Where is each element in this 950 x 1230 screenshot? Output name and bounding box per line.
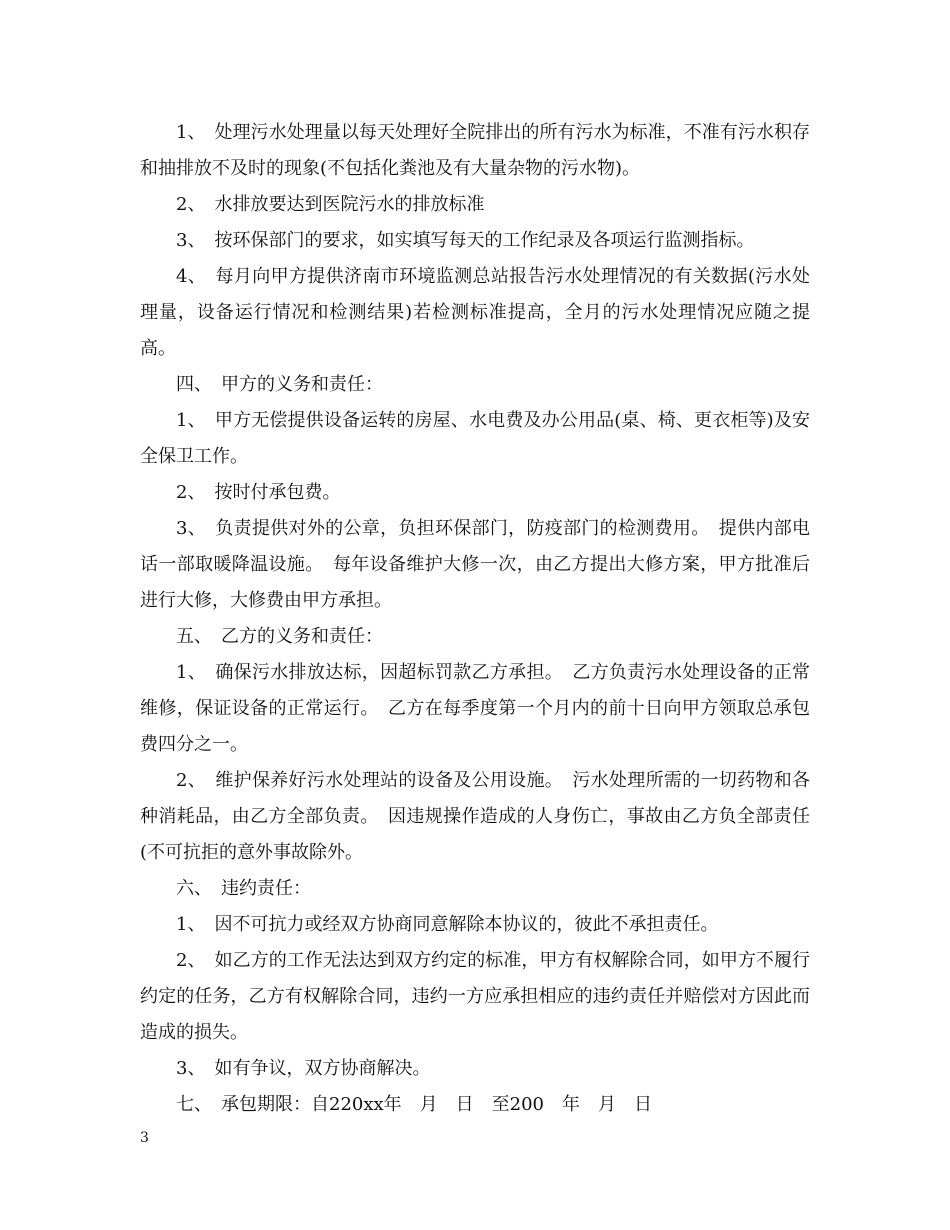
section-heading-6: 六、 违约责任：: [176, 878, 311, 899]
paragraph-11: 2、 如乙方的工作无法达到双方约定的标准，甲方有权解除合同，如甲方不履行约定的任务，乙方有权解除合同，违约一方应承担相应的违约责任并赔偿对方因此而造成的损失。: [140, 950, 810, 1043]
paragraph-9: 2、 维护保养好污水处理站的设备及公用设施。 污水处理所需的一切药物和各种消耗品，由乙方全部负责。 因违规操作造成的人身伤亡，事故由乙方负全部责任(不可抗拒的意外事故除外。: [140, 770, 810, 863]
paragraph-7: 3、 负责提供对外的公章，负担环保部门，防疫部门的检测费用。 提供内部电话一部取暖降温设施。 每年设备维护大修一次，由乙方提出大修方案，甲方批准后进行大修，大修费由甲方承担。: [140, 518, 810, 611]
section-heading-7: 七、 承包期限：自220xx年 月 日 至200 年 月 日: [176, 1094, 653, 1115]
page-number: 3: [140, 1130, 149, 1146]
paragraph-1: 1、 处理污水处理量以每天处理好全院排出的所有污水为标准，不准有污水积存和抽排放不及时的现象(不包括化粪池及有大量杂物的污水物)。: [140, 122, 810, 179]
paragraph-12: 3、 如有争议，双方协商解决。: [176, 1058, 431, 1079]
paragraph-2: 2、 水排放要达到医院污水的排放标准: [176, 194, 485, 215]
section-heading-5: 五、 乙方的义务和责任：: [176, 626, 383, 647]
paragraph-5: 1、 甲方无偿提供设备运转的房屋、水电费及办公用品(桌、椅、更衣柜等)及安全保卫工作。: [140, 410, 810, 467]
paragraph-6: 2、 按时付承包费。: [176, 482, 341, 503]
paragraph-3: 3、 按环保部门的要求，如实填写每天的工作纪录及各项运行监测指标。: [176, 230, 755, 251]
paragraph-4: 4、 每月向甲方提供济南市环境监测总站报告污水处理情况的有关数据(污水处理量，设备运行情况和检测结果)若检测标准提高，全月的污水处理情况应随之提高。: [140, 266, 810, 359]
section-heading-4: 四、 甲方的义务和责任：: [176, 374, 383, 395]
document-body: [140, 115, 810, 1123]
paragraph-8: 1、 确保污水排放达标，因超标罚款乙方承担。 乙方负责污水处理设备的正常维修，保证设备的正常运行。 乙方在每季度第一个月内的前十日向甲方领取总承包费四分之一。: [140, 662, 810, 755]
paragraph-10: 1、 因不可抗力或经双方协商同意解除本协议的，彼此不承担责任。: [176, 914, 719, 935]
